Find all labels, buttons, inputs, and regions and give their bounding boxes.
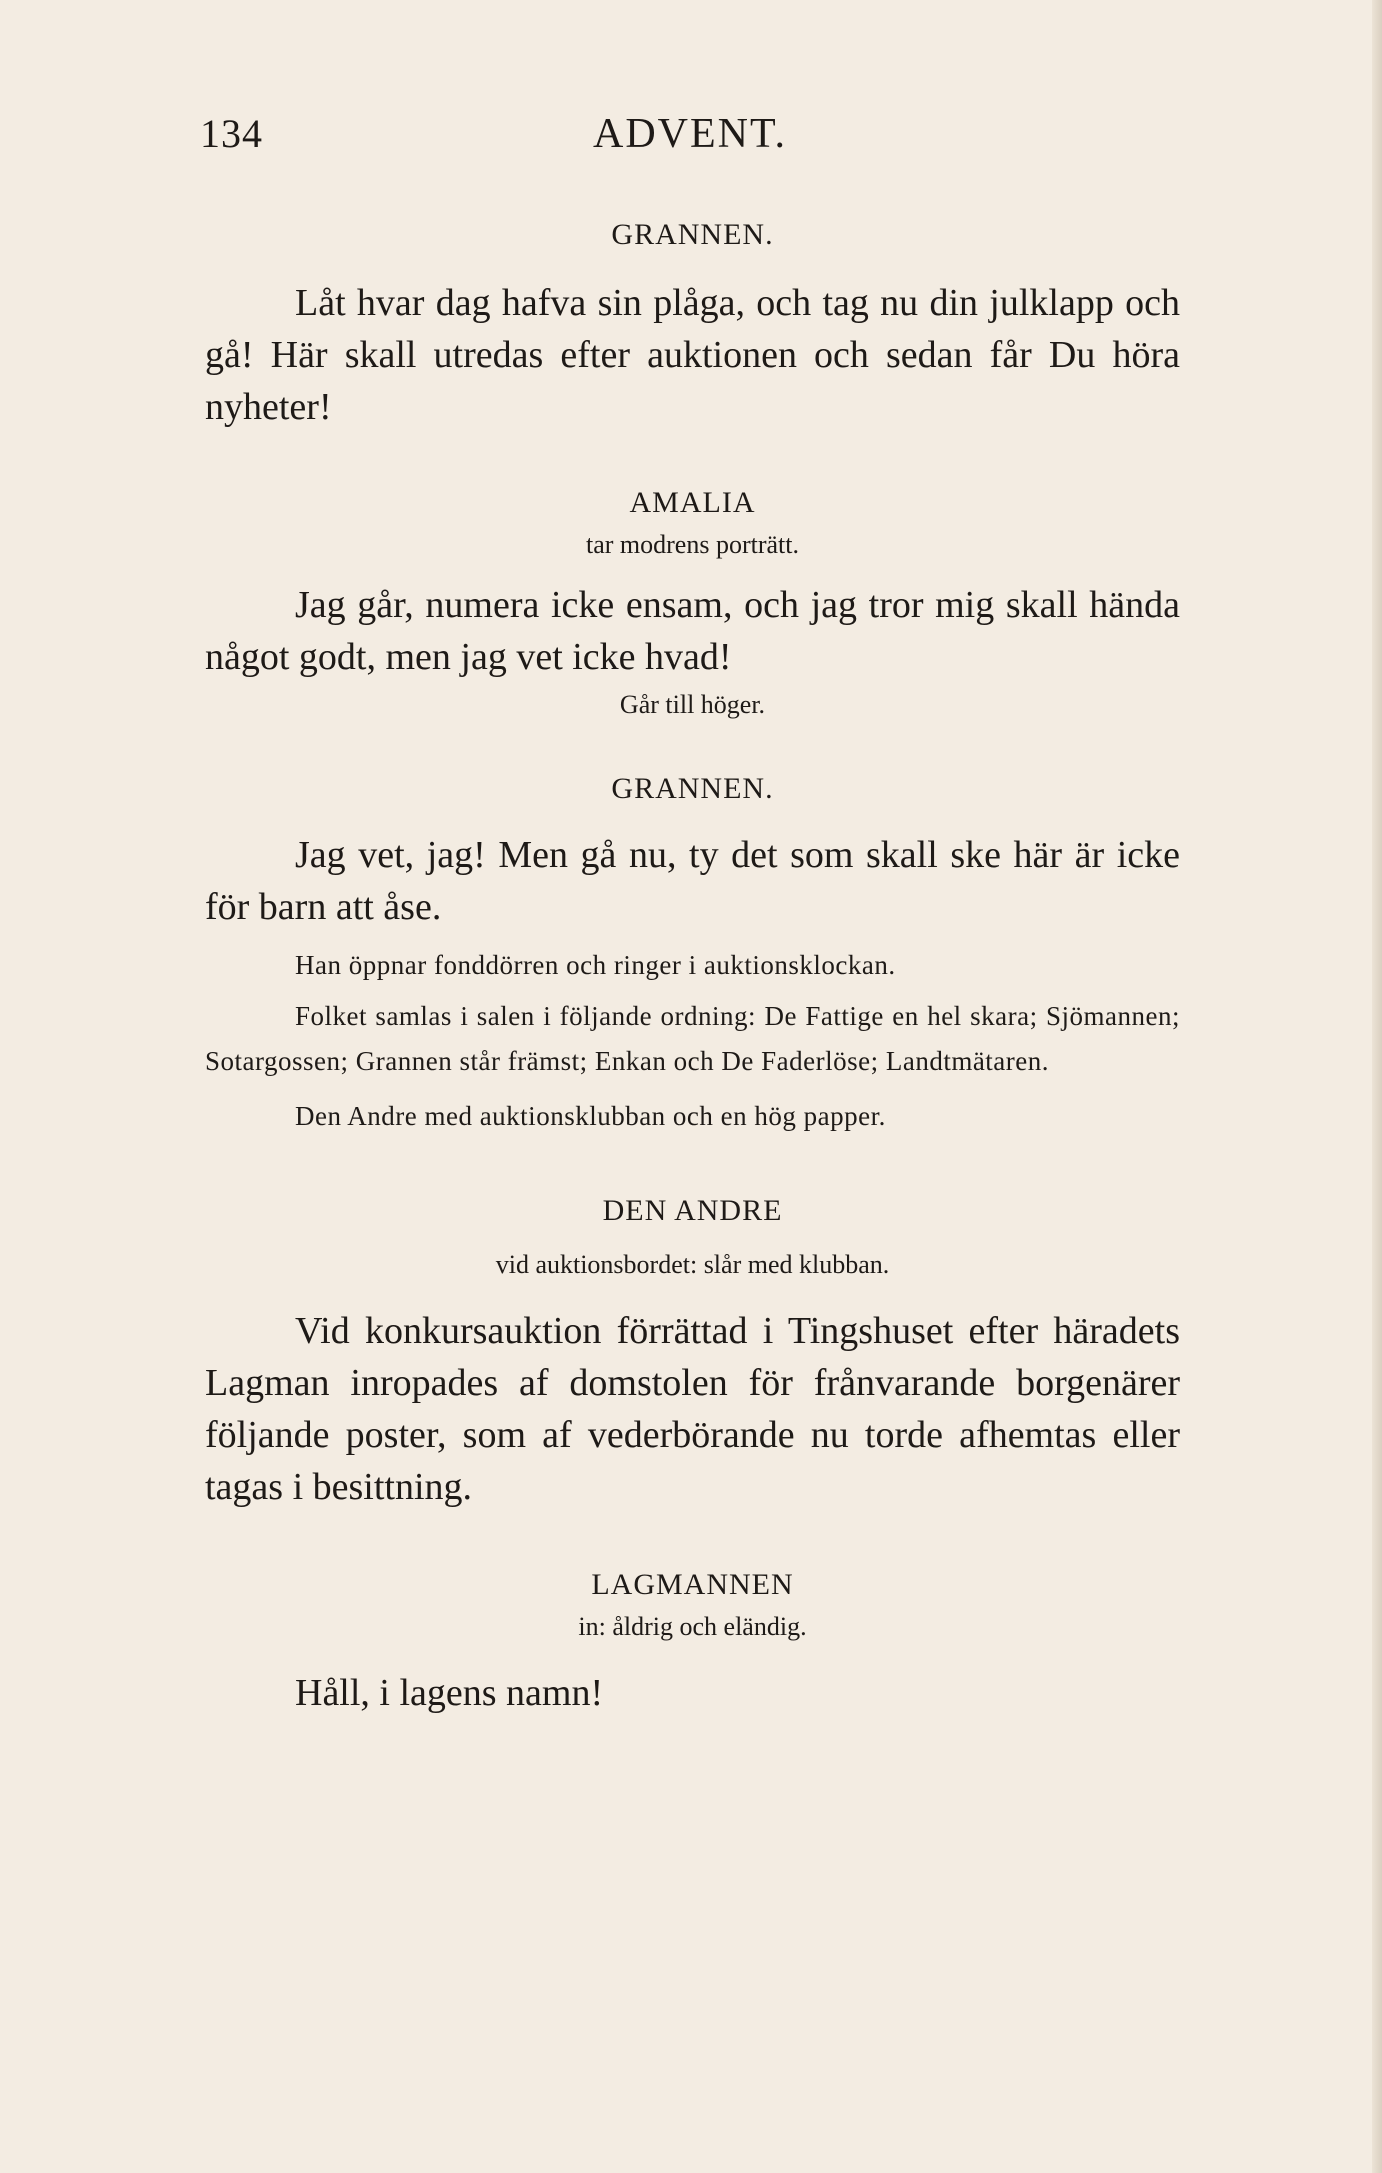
stage-direction: Han öppnar fonddörren och ringer i auktionsklockan. — [295, 950, 896, 980]
speaker-heading: DEN ANDRE — [602, 1194, 783, 1227]
page-header — [200, 110, 1180, 170]
speaker-heading: AMALIA — [629, 486, 756, 519]
speech-paragraph: Jag går, numera icke ensam, och jag tror mig skall hända något godt, men jag vet icke hvad! — [205, 584, 1180, 678]
page-number: 134 — [200, 111, 263, 156]
running-title: ADVENT. — [592, 111, 788, 157]
stage-direction: Går till höger. — [619, 690, 766, 719]
stage-direction: Den Andre med auktionsklubban och en hög papper. — [295, 1101, 886, 1131]
speech-paragraph: Låt hvar dag hafva sin plåga, och tag nu din julklapp och gå! Här skall utredas efter auktionen och sedan får Du höra nyheter! — [205, 282, 1180, 428]
stage-direction: Folket samlas i salen i följande ordning: De Fattige en hel skara; Sjömannen; Sotargossen; Grannen står främst; Enkan och De Faderlöse; Landtmätaren. — [205, 1001, 1180, 1076]
page-body — [205, 215, 1180, 1719]
speaker-heading: LAGMANNEN — [591, 1568, 794, 1601]
stage-direction: in: åldrig och eländig. — [578, 1612, 807, 1641]
stage-direction: tar modrens porträtt. — [586, 530, 799, 559]
speaker-heading: GRANNEN. — [611, 218, 774, 251]
page-edge — [1372, 0, 1382, 2173]
speech-paragraph: Vid konkursauktion förrättad i Tingshuset efter häradets Lagman inropades af domstolen för frånvarande borgenärer följande poster, som af vederbörande nu torde afhemtas eller tagas i besittning. — [205, 1310, 1180, 1508]
speech-paragraph: Håll, i lagens namn! — [295, 1672, 604, 1714]
speech-paragraph: Jag vet, jag! Men gå nu, ty det som skall ske här är icke för barn att åse. — [205, 834, 1180, 928]
speaker-heading: GRANNEN. — [611, 772, 774, 805]
stage-direction: vid auktionsbordet: slår med klubban. — [495, 1250, 890, 1279]
